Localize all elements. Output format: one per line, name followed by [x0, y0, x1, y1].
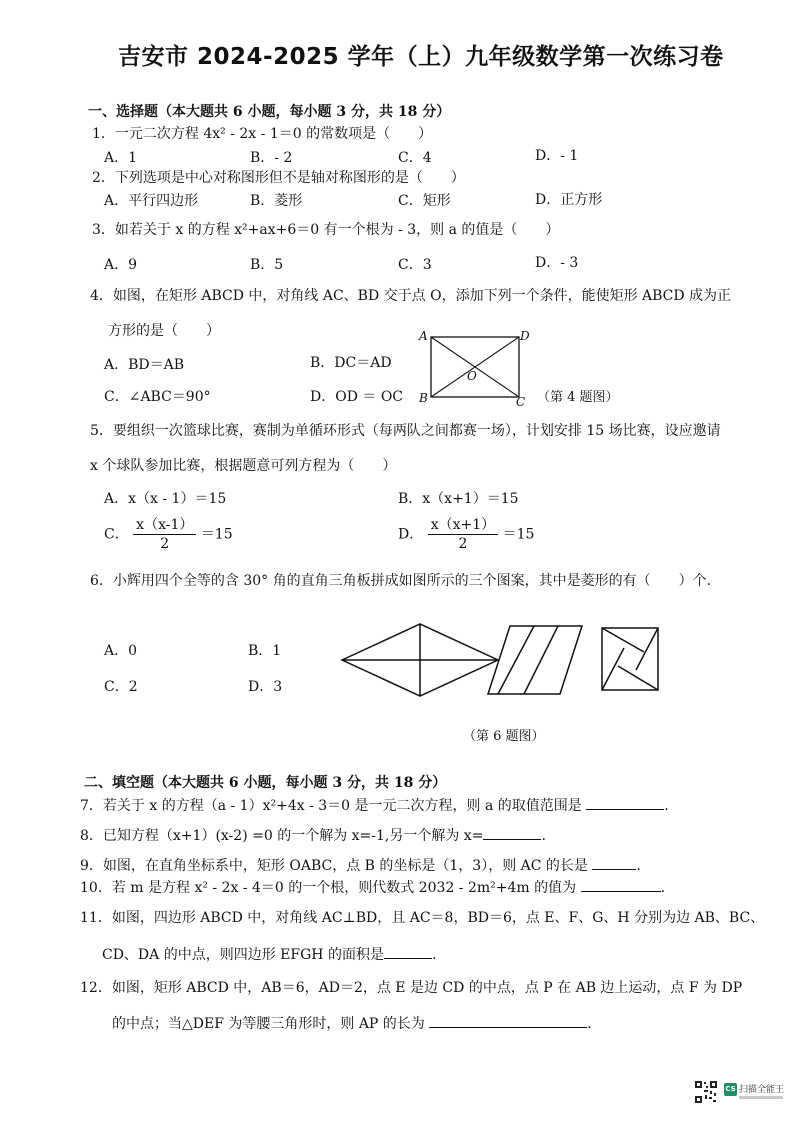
q4-label-a: A	[419, 329, 428, 343]
q5-option-c-suffix: ＝15	[200, 526, 233, 543]
q9-answer-blank[interactable]	[592, 855, 636, 870]
q6-rhombus-pattern	[342, 624, 498, 696]
q6-option-c: C．2	[104, 679, 138, 695]
q9-text: 9．如图，在直角坐标系中，矩形 OABC，点 B 的坐标是（1，3），则 AC 的长是	[80, 858, 588, 874]
q10-text: 10．若 m 是方程 x² - 2x - 4＝0 的一个根，则代数式 2032 - 2m²+4m 的值为	[80, 880, 577, 896]
q6-option-d: D．3	[248, 679, 283, 695]
q5-option-d-denominator: 2	[458, 536, 468, 552]
q5-option-d-prefix: D．	[398, 526, 424, 543]
q12-answer-blank[interactable]	[429, 1013, 587, 1028]
q5-option-b: B．x（x+1）＝15	[398, 491, 519, 507]
q6-pattern-figures	[338, 618, 668, 702]
q4-option-c: C．∠ABC＝90°	[104, 389, 211, 405]
q5-stem-line1: 5．要组织一次篮球比赛，赛制为单循环形式（每两队之间都赛一场），计划安排 15 场比赛，设应邀请	[90, 423, 721, 439]
q9-end: .	[636, 858, 641, 874]
q4-stem-line2: 方形的是（ ）	[108, 323, 220, 339]
q5-option-c	[104, 516, 233, 553]
q1-stem: 1．一元二次方程 4x² - 2x - 1＝0 的常数项是（ ）	[92, 126, 433, 142]
q8-end: .	[541, 828, 546, 844]
q1-option-a: A．1	[104, 150, 138, 166]
scanner-logo-icon: CS	[724, 1083, 737, 1096]
q4-option-b: B．DC＝AD	[310, 355, 392, 371]
q6-parallelogram-pattern	[488, 626, 582, 694]
q10-answer-blank[interactable]	[581, 877, 661, 892]
q6-option-b: B．1	[248, 643, 282, 659]
q3-option-c: C．3	[398, 257, 432, 273]
q5-option-d	[398, 516, 534, 553]
q7-answer-blank[interactable]	[586, 795, 664, 810]
q7-text: 7．若关于 x 的方程（a - 1）x²+4x - 3＝0 是一元二次方程，则 a 的取值范围是	[80, 798, 582, 814]
scanner-watermark-subline	[739, 1096, 783, 1099]
q10-end: .	[660, 880, 666, 896]
q2-option-c: C．矩形	[398, 193, 451, 209]
q8-answer-blank[interactable]	[483, 825, 541, 840]
q2-option-a: A．平行四边形	[104, 193, 199, 209]
q3-option-d: D．- 3	[535, 255, 579, 271]
q5-option-d-suffix: ＝15	[502, 526, 535, 543]
q6-square-pattern	[602, 628, 658, 690]
q6-figure-caption: （第 6 题图）	[463, 729, 545, 744]
q5-stem-line2: x 个球队参加比赛，根据题意可列方程为（ ）	[90, 458, 397, 474]
q4-option-a: A．BD＝AB	[104, 357, 185, 373]
q4-option-d: D．OD ＝ OC	[310, 389, 404, 405]
q6-option-a: A．0	[104, 643, 138, 659]
q7	[80, 795, 669, 815]
q4-figure-caption: （第 4 题图）	[537, 390, 619, 405]
section-1-heading: 一、选择题（本大题共 6 小题，每小题 3 分，共 18 分）	[88, 104, 451, 120]
q12-line1: 12．如图，矩形 ABCD 中，AB＝6，AD＝2，点 E 是边 CD 的中点，点 P 在 AB 边上运动，点 F 为 DP	[80, 980, 743, 996]
q1-option-b: B．- 2	[250, 150, 293, 166]
q5-option-d-numerator: x（x+1）	[428, 516, 498, 535]
q3-option-a: A．9	[104, 257, 138, 273]
q5-option-c-fraction	[133, 516, 196, 553]
q11-line1: 11．如图，四边形 ABCD 中，对角线 AC⊥BD，且 AC＝8，BD＝6，点 E、F、G、H 分别为边 AB、BC、	[80, 910, 765, 926]
q2-option-b: B．菱形	[250, 193, 303, 209]
q11-text: CD、DA 的中点，则四边形 EFGH 的面积是	[102, 947, 384, 963]
section-2-heading: 二、填空题（本大题共 6 小题，每小题 3 分，共 18 分）	[84, 775, 447, 791]
q4-label-d: D	[520, 329, 530, 343]
scanner-watermark-label: 扫描全能王	[739, 1085, 785, 1095]
q12-line2	[112, 1013, 592, 1033]
q4-stem-line1: 4．如图，在矩形 ABCD 中，对角线 AC、BD 交于点 O，添加下列一个条件，能使矩形 ABCD 成为正	[90, 288, 732, 304]
q1-option-c: C．4	[398, 150, 432, 166]
q5-option-c-numerator: x（x-1）	[133, 516, 196, 535]
q6-stem: 6．小辉用四个全等的含 30° 角的直角三角板拼成如图所示的三个图案，其中是菱形的有（ ）个.	[90, 573, 712, 589]
q11-line2	[102, 944, 436, 964]
q4-label-c: C	[516, 395, 526, 409]
q5-option-d-fraction	[428, 516, 498, 553]
qr-code-icon	[694, 1080, 718, 1104]
q4-label-o: O	[467, 369, 477, 383]
q10	[80, 877, 665, 897]
q5-option-a: A．x（x - 1）＝15	[104, 491, 227, 507]
q11-end: .	[431, 947, 437, 963]
q12-end: .	[587, 1016, 592, 1032]
q12-text: 的中点；当△DEF 为等腰三角形时，则 AP 的长为	[112, 1016, 425, 1032]
q8-text: 8．已知方程（x+1）(x-2) =0 的一个解为 x=-1,另一个解为 x=	[80, 828, 484, 844]
q11-answer-blank[interactable]	[384, 944, 432, 959]
q1-option-d: D．- 1	[535, 148, 579, 164]
q3-stem: 3．如若关于 x 的方程 x²+ax+6＝0 有一个根为 - 3，则 a 的值是（ ）	[92, 222, 560, 238]
q5-option-c-prefix: C．	[104, 526, 129, 543]
q9	[80, 855, 641, 875]
q2-option-d: D．正方形	[535, 192, 603, 208]
q8	[80, 825, 546, 845]
q7-end: .	[664, 798, 669, 814]
page-title: 吉安市 2024-2025 学年（上）九年级数学第一次练习卷	[118, 44, 724, 70]
q4-rectangle-figure	[418, 328, 530, 408]
q4-label-b: B	[419, 391, 428, 405]
q2-stem: 2．下列选项是中心对称图形但不是轴对称图形的是（ ）	[92, 170, 465, 186]
q5-option-c-denominator: 2	[160, 536, 170, 552]
q3-option-b: B．5	[250, 257, 284, 273]
